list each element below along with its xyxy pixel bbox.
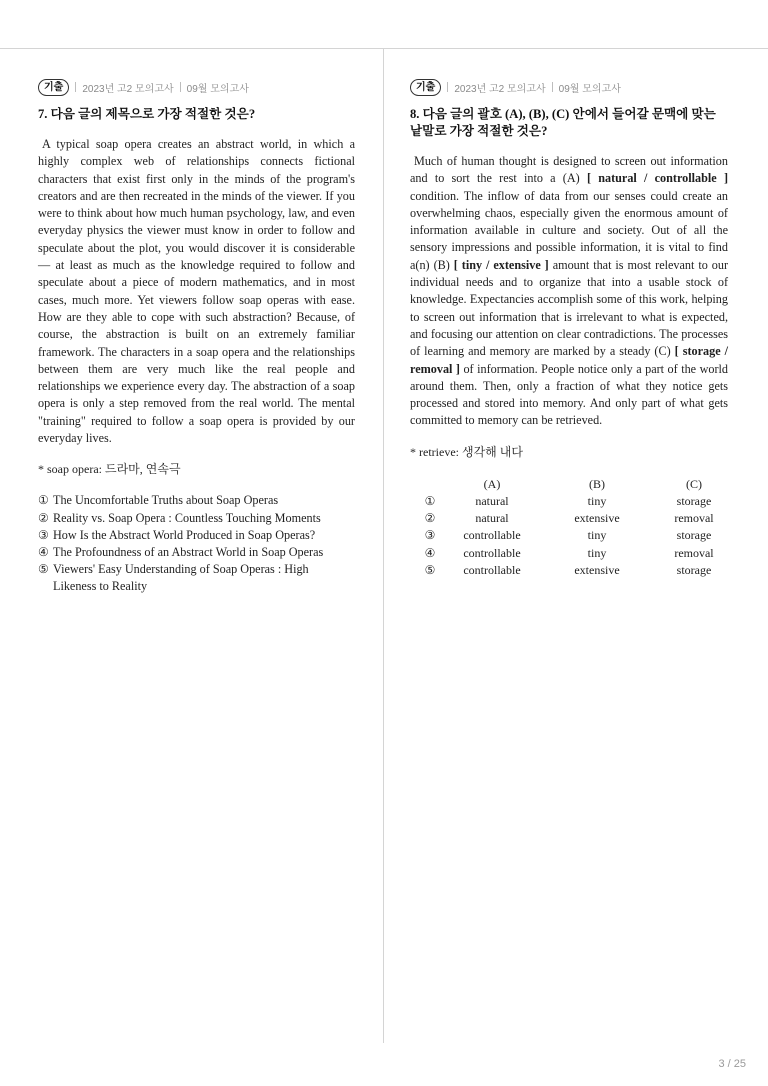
column-header-c: (C) [686,476,702,491]
footnote: * retrieve: 생각해 내다 [410,444,523,459]
cell-a: natural [475,511,509,526]
choice-5[interactable]: ⑤ Viewers' Easy Understanding of Soap Operas : High Likeness to Reality [38,562,309,594]
column-divider [383,49,384,1043]
cell-c: removal [674,511,714,526]
passage-segment: of information. People notice only a part of the world around them. Then, only a fraction of what they notice gets processed and stored into memory. And only part of what gets committed to memory can be retrieved. [410,361,728,428]
question-title: 7. 다음 글의 제목으로 가장 적절한 것은? [38,107,256,121]
row-number: ① [424,494,436,509]
footnote: * soap opera: 드라마, 연속극 [38,462,181,477]
source-year: 2023년 고2 모의고사 [82,83,174,95]
cell-c: storage [676,494,712,509]
table-row[interactable] [410,545,728,562]
row-number: ③ [424,528,436,543]
cell-a: natural [475,494,509,509]
row-number: ② [424,511,436,526]
meta-separator [447,82,448,92]
top-divider [0,48,768,49]
question-8 [410,78,728,579]
page-number: 3 / 25 [718,1058,746,1070]
answer-choices [38,492,355,595]
cell-b: extensive [574,562,620,577]
cell-b: tiny [587,494,607,509]
cell-c: removal [674,545,714,560]
choice-2[interactable]: ② Reality vs. Soap Opera : Countless Touching Moments [38,510,321,525]
passage-text [410,153,728,430]
cell-a: controllable [463,562,521,577]
passage-segment: condition. The inflow of data from our senses could create an overwhelming chaos, especially given the enormous amount of information available in culture and society. Out of all the sensory impressions and possible information, it is vital to find a(n) (B) [410,188,728,272]
row-number: ④ [424,545,436,560]
source-meta [38,78,355,96]
question-title: 8. 다음 글의 괄호 (A), (B), (C) 안에서 들어갈 문맥에 맞는 낱말로 가장 적절한 것은? [410,107,716,138]
cell-a: controllable [463,528,521,543]
source-month: 09월 모의고사 [186,83,249,95]
table-row[interactable] [410,527,728,544]
meta-separator [75,82,76,92]
choice-4[interactable]: ④ The Profoundness of an Abstract World in Soap Operas [38,544,324,559]
cell-b: tiny [587,528,607,543]
source-meta [410,78,728,96]
cell-c: storage [676,528,712,543]
blank-a-options: [ natural / controllable ] [586,171,728,186]
cell-a: controllable [463,545,521,560]
table-row[interactable] [410,562,728,579]
passage-segment: Much of human thought is designed to screen out information and to sort the rest into a (A) [410,154,728,186]
passage-segment: amount that is most relevant to our individual needs and to organize that into a usable stock of knowledge. Expectancies accomplish some of this work, helping to screen out information that is irrelevant to what is expected, and focusing our attention on clear contradictions. The processes of learning and memory are marked by a steady (C) [410,257,728,359]
question-7 [38,78,355,596]
table-header-row [410,476,728,493]
passage-text: A typical soap opera creates an abstract world, in which a highly complex web of relationships connects fictional characters that exist first only in the minds of the program's creators and are then recreated in the minds of the viewer. If you were to think about how much human psychology, law, and even everyday physics the viewer must know in order to follow and speculate about the plot, you would discover it is considerable — at least as much as the knowledge required to follow and speculate about a piece of modern mathematics, and in most cases, much more. Yet viewers follow soap operas with ease. How are they able to cope with such abstraction? Because, of course, the abstraction is built on an extremely familiar framework. The characters in a soap opera and the relationships between them are very much like the real people and relationships we experience every day. The abstraction of a soap opera is only a step removed from the real world. The mental "training" required to follow a soap opera is provided by our everyday lives. [38,137,355,446]
blank-c-options: [ storage / removal ] [410,344,728,376]
source-year: 2023년 고2 모의고사 [454,83,546,95]
meta-separator [552,82,553,92]
table-row[interactable] [410,493,728,510]
choice-3[interactable]: ③ How Is the Abstract World Produced in Soap Operas? [38,527,316,542]
column-header-b: (B) [589,476,605,491]
exam-badge: 기출 [38,79,69,96]
exam-badge: 기출 [410,79,441,96]
meta-separator [180,82,181,92]
blank-b-options: [ tiny / extensive ] [453,257,549,272]
source-month: 09월 모의고사 [558,83,621,95]
choice-1[interactable]: ① The Uncomfortable Truths about Soap Operas [38,493,279,508]
row-number: ⑤ [424,562,436,577]
table-row[interactable] [410,510,728,527]
answer-table [410,476,728,579]
cell-b: extensive [574,511,620,526]
column-header-a: (A) [483,476,501,491]
cell-c: storage [676,562,712,577]
cell-b: tiny [587,545,607,560]
